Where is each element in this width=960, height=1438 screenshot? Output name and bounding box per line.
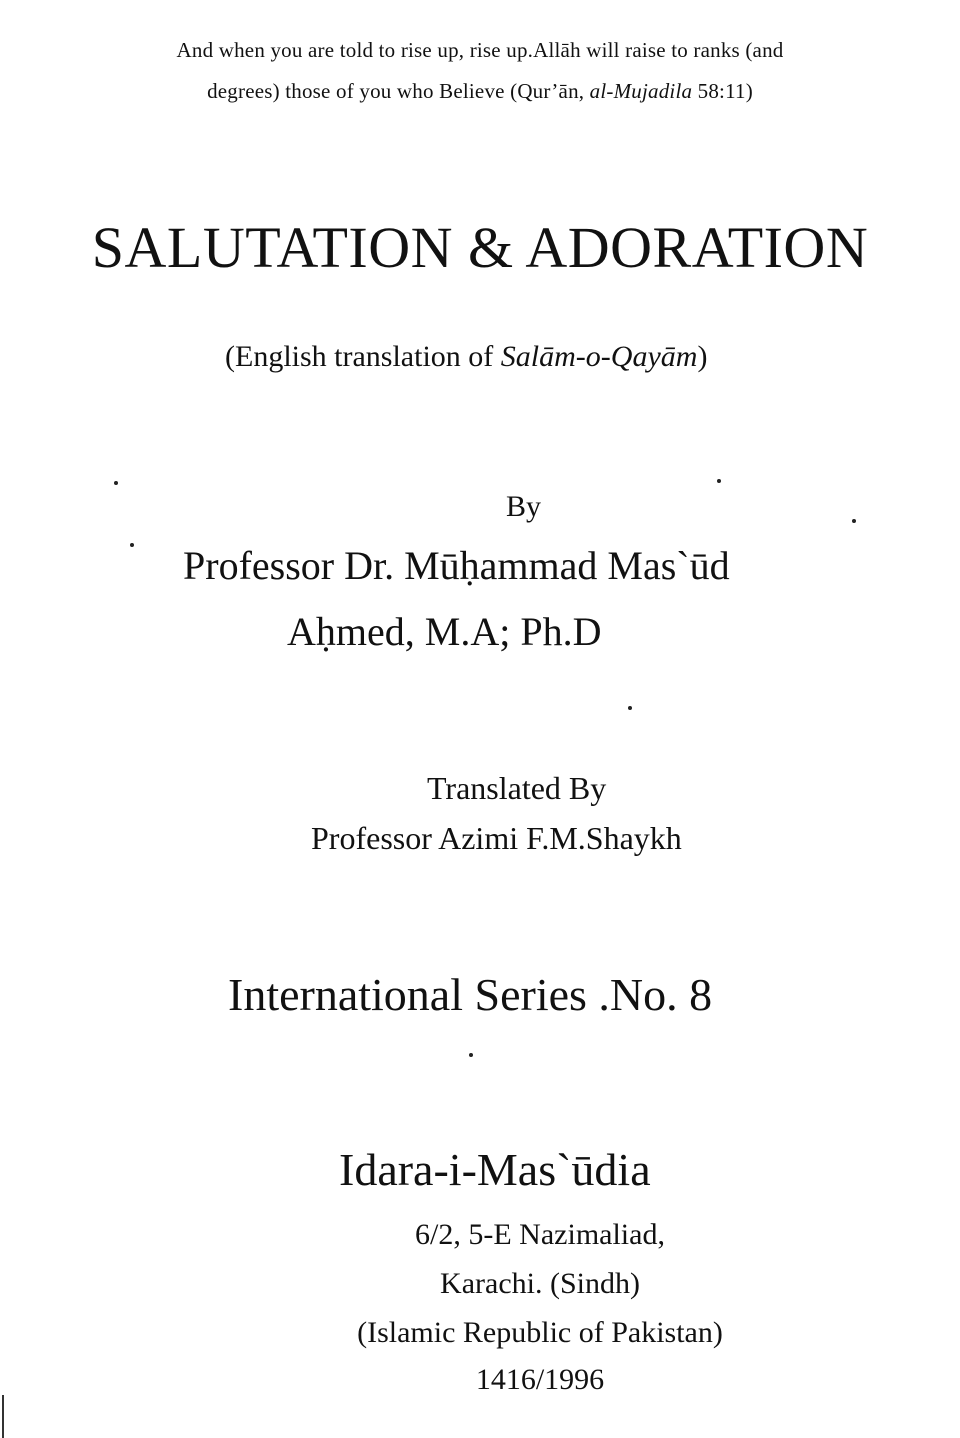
book-subtitle: [225, 340, 707, 374]
subtitle-original-title: Salām-o-Qayām: [500, 340, 698, 373]
book-title: SALUTATION & ADORATION: [91, 215, 869, 280]
author-name-line-2: Aḥmed, M.A; Ph.D: [287, 609, 602, 654]
series-number: International Series .No. 8: [228, 969, 713, 1020]
scan-edge-mark: [2, 1395, 4, 1438]
epigraph-text-1: And when you are told to rise up, rise up.Allāh will raise to ranks (and: [176, 38, 784, 62]
subtitle-prefix: (English translation of: [225, 340, 501, 373]
publication-year: 1416/1996: [475, 1363, 605, 1396]
by-label: By: [506, 490, 542, 523]
epigraph-surah-name: al-Mujadila: [589, 79, 693, 103]
scan-speck: [114, 481, 118, 485]
epigraph-text-2-prefix: degrees) those of you who Believe (Qur’ān,: [207, 79, 590, 103]
scan-speck: [469, 1053, 473, 1057]
epigraph-line-2: [0, 79, 960, 104]
epigraph-text-2-suffix: 58:11): [692, 79, 753, 103]
scan-speck: [130, 543, 134, 547]
translated-by-label: Translated By: [427, 770, 607, 806]
epigraph-line-1: [0, 38, 960, 63]
publisher-address-line-3: (Islamic Republic of Pakistan): [357, 1316, 723, 1349]
subtitle-suffix: ): [697, 340, 708, 373]
publisher-address-line-1: 6/2, 5-E Nazimaliad,: [415, 1218, 665, 1251]
scan-speck: [628, 706, 632, 710]
publisher-name: Idara-i-Mas`ūdia: [339, 1144, 651, 1195]
scan-speck: [852, 519, 856, 523]
publisher-address-line-2: Karachi. (Sindh): [440, 1267, 640, 1300]
scan-speck: [717, 479, 721, 483]
translator-name: Professor Azimi F.M.Shaykh: [311, 820, 682, 856]
author-name-line-1: Professor Dr. Mūḥammad Mas`ūd: [183, 543, 730, 588]
